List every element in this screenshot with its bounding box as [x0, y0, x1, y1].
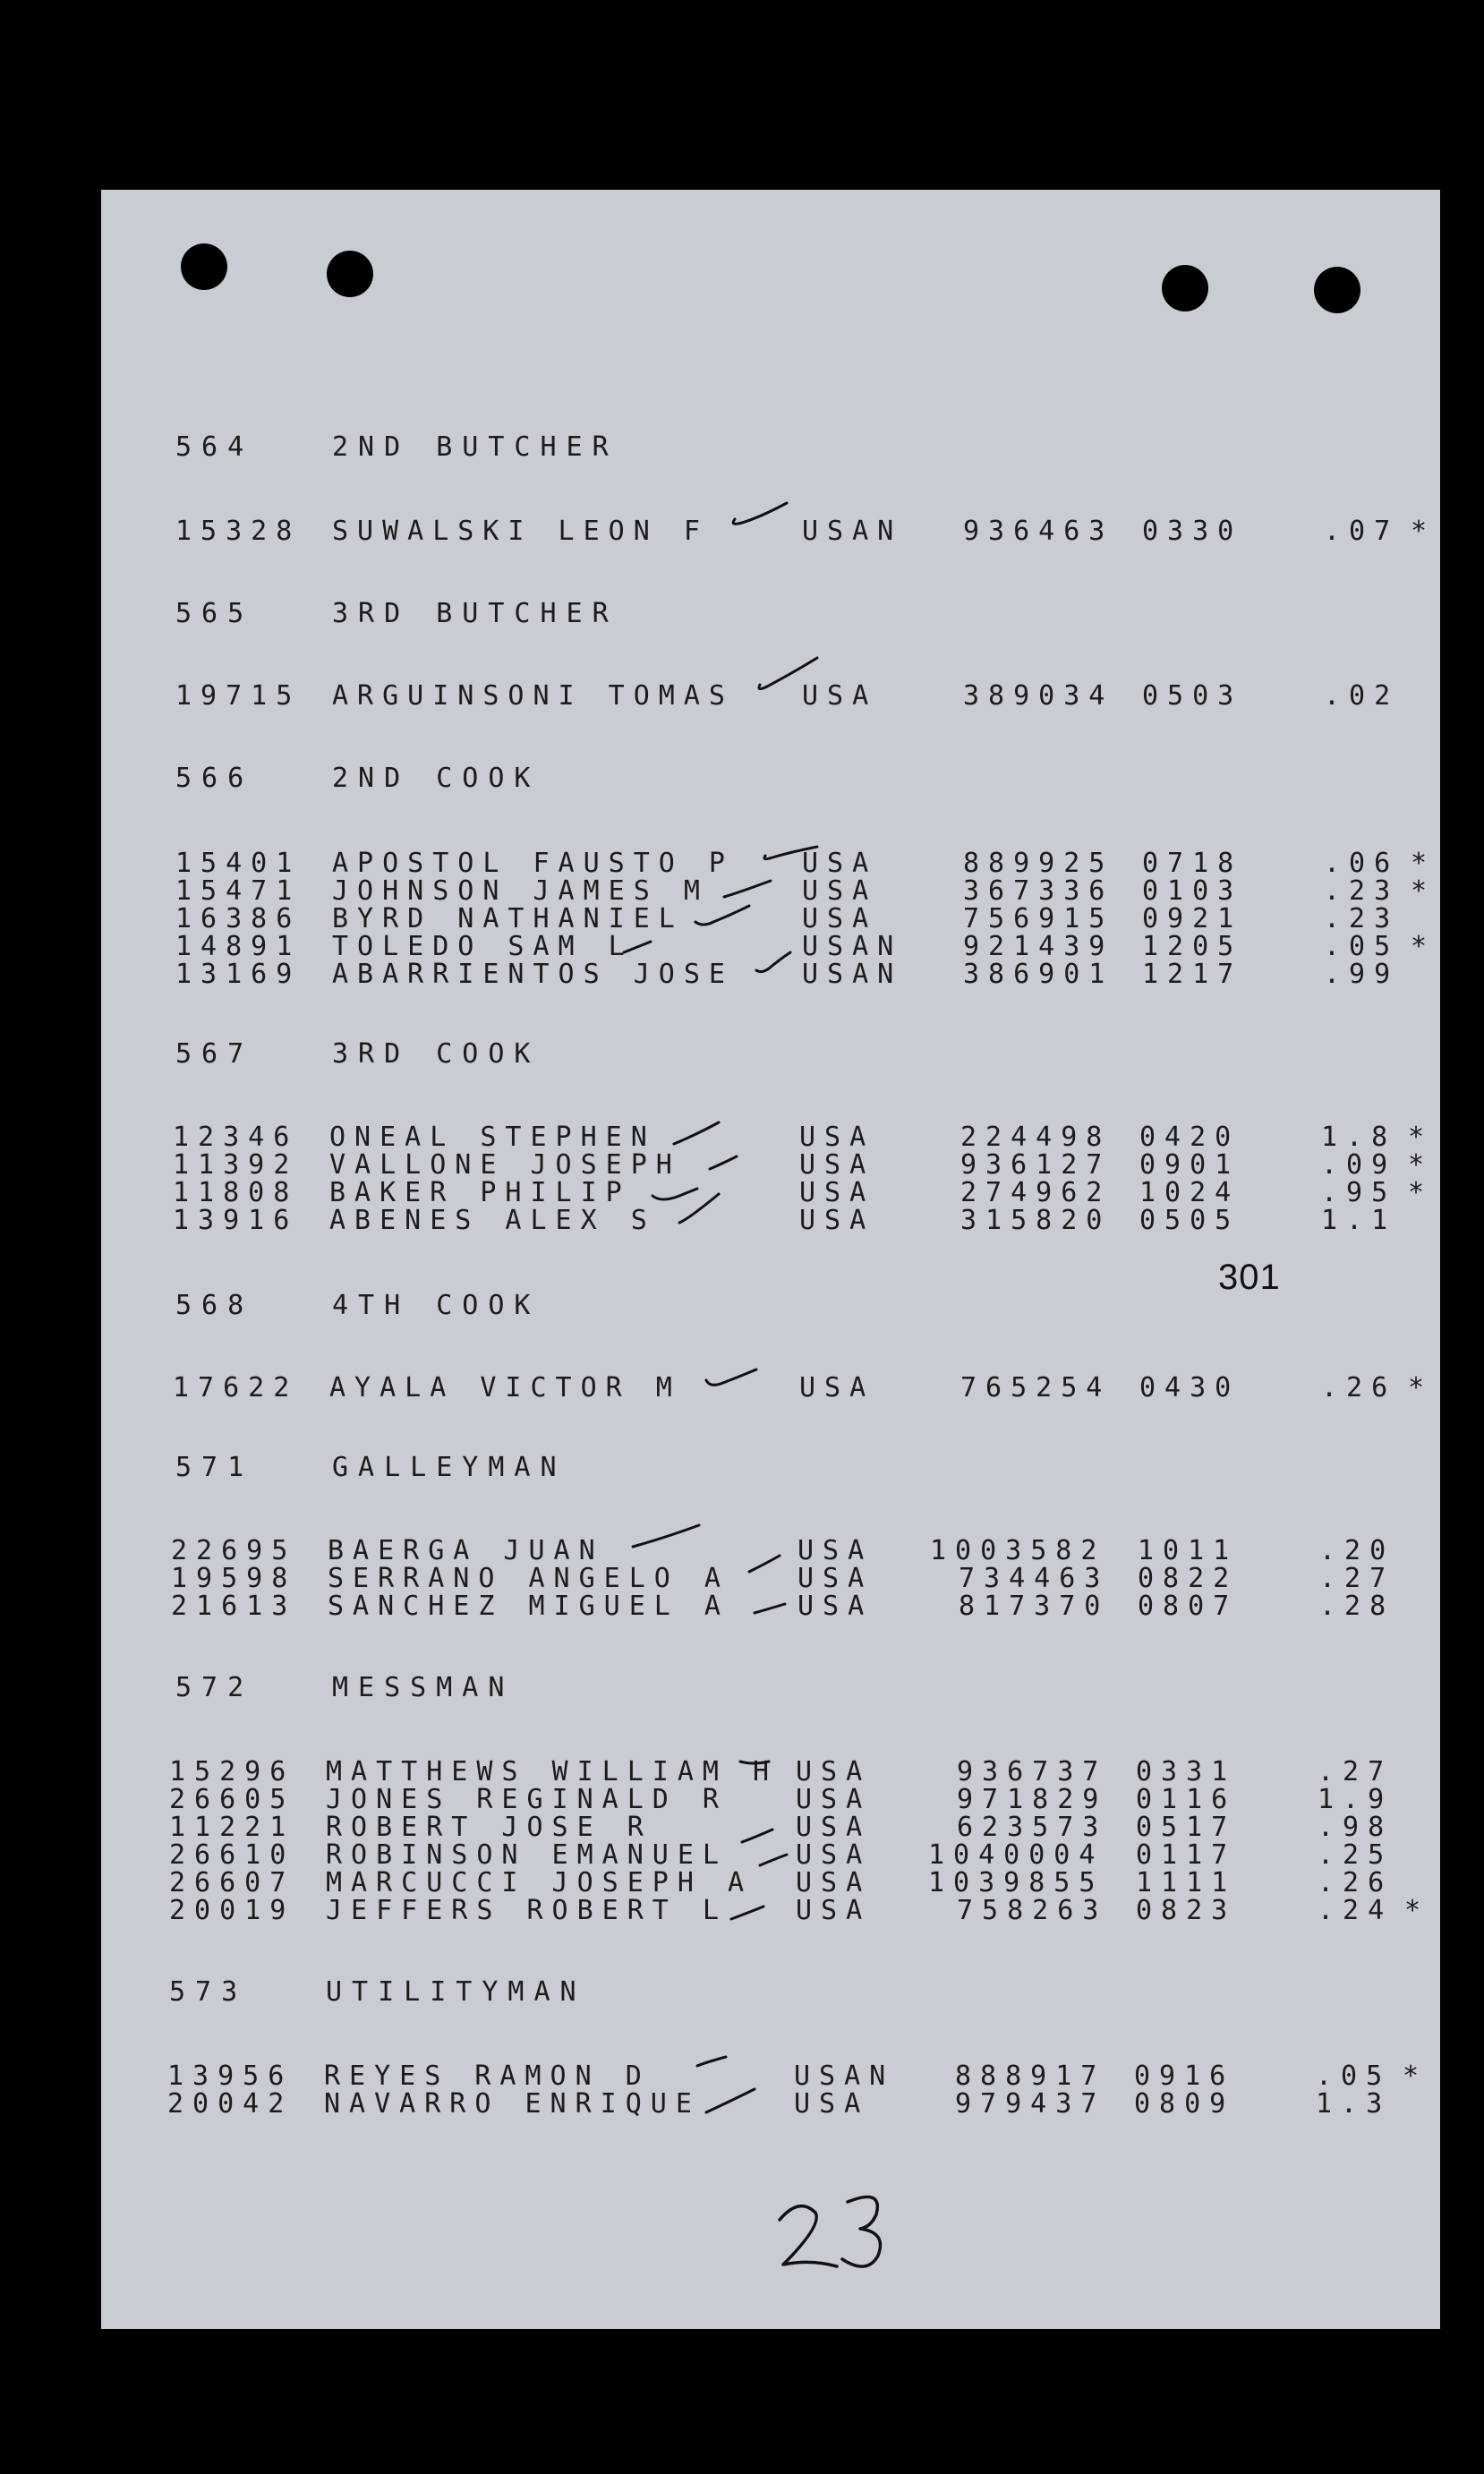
employee-id: 15328	[175, 516, 302, 547]
section-code: 571	[175, 1452, 254, 1483]
record-number: 734463	[959, 1563, 1110, 1594]
record-value: .95	[1321, 1177, 1397, 1208]
citizenship: USA	[802, 848, 878, 879]
record-number: 758263	[957, 1895, 1108, 1926]
asterisk-mark: *	[1411, 848, 1437, 879]
employee-id: 19715	[175, 680, 302, 712]
employee-name: AYALA VICTOR M	[329, 1372, 681, 1403]
employee-name: VALLONE JOSEPH	[329, 1149, 681, 1181]
citizenship: USA	[797, 1535, 874, 1566]
handwritten-page-number	[765, 2182, 908, 2284]
record-code: 0505	[1139, 1205, 1241, 1236]
record-value: .24	[1318, 1895, 1394, 1926]
employee-name: ONEAL STEPHEN	[329, 1122, 656, 1153]
asterisk-mark: *	[1411, 931, 1437, 962]
citizenship: USAN	[802, 931, 903, 962]
citizenship: USA	[796, 1895, 872, 1926]
record-value: .05	[1324, 931, 1400, 962]
employee-name: TOLEDO SAM L	[332, 931, 634, 962]
check-mark-icon	[697, 2057, 726, 2066]
citizenship: USA	[796, 1756, 872, 1787]
asterisk-mark: *	[1403, 2060, 1429, 2092]
record-number: 224498	[960, 1122, 1112, 1153]
citizenship: USA	[797, 1563, 874, 1594]
record-value: .25	[1318, 1839, 1394, 1871]
record-code: 0117	[1136, 1839, 1237, 1871]
record-number: 888917	[955, 2060, 1106, 2092]
record-value: .27	[1319, 1563, 1395, 1594]
record-number: 971829	[957, 1784, 1108, 1815]
record-value: .28	[1319, 1591, 1395, 1622]
check-mark-icon	[706, 1369, 756, 1385]
check-mark-icon	[679, 1194, 719, 1223]
section-code: 567	[175, 1038, 254, 1070]
employee-name: JONES REGINALD R	[326, 1784, 728, 1815]
record-code: 0503	[1142, 680, 1243, 712]
record-number: 756915	[963, 903, 1114, 934]
record-code: 1205	[1142, 931, 1243, 962]
check-mark-icon	[749, 1556, 780, 1572]
asterisk-mark: *	[1411, 516, 1437, 547]
employee-id: 20019	[169, 1895, 295, 1926]
record-code: 0103	[1142, 875, 1243, 907]
employee-id: 14891	[175, 931, 302, 962]
citizenship: USA	[796, 1867, 872, 1898]
check-mark-icon	[764, 847, 817, 859]
citizenship: USA	[802, 875, 878, 907]
record-code: 1011	[1138, 1535, 1239, 1566]
employee-name: ARGUINSONI TOMAS	[332, 680, 734, 712]
section-title: GALLEYMAN	[332, 1452, 567, 1483]
asterisk-mark: *	[1408, 1372, 1434, 1403]
check-mark-icon	[674, 1122, 719, 1144]
record-number: 367336	[963, 875, 1114, 907]
employee-id: 26610	[169, 1839, 295, 1871]
record-code: 0916	[1134, 2060, 1235, 2092]
record-number: 936127	[960, 1149, 1112, 1181]
employee-name: BAERGA JUAN	[328, 1535, 604, 1566]
section-code: 568	[175, 1290, 254, 1321]
record-number: 1003582	[930, 1535, 1106, 1566]
check-mark-icon	[706, 2089, 755, 2112]
employee-name: BAKER PHILIP	[329, 1177, 631, 1208]
record-number: 936463	[963, 516, 1114, 547]
record-code: 0718	[1142, 848, 1243, 879]
record-number: 889925	[963, 848, 1114, 879]
record-code: 0420	[1139, 1122, 1241, 1153]
record-code: 0517	[1136, 1812, 1237, 1843]
employee-id: 19598	[171, 1563, 297, 1594]
record-code: 1217	[1142, 959, 1243, 990]
citizenship: USA	[799, 1177, 875, 1208]
section-code: 565	[175, 598, 254, 629]
record-value: .07	[1324, 516, 1400, 547]
section-title: 2ND COOK	[332, 763, 541, 794]
employee-id: 26605	[169, 1784, 295, 1815]
stamp-number: 301	[1218, 1258, 1281, 1297]
citizenship: USA	[796, 1812, 872, 1843]
employee-name: SERRANO ANGELO A	[328, 1563, 729, 1594]
record-number: 386901	[963, 959, 1114, 990]
record-code: 0823	[1136, 1895, 1237, 1926]
record-value: 1.8	[1321, 1122, 1397, 1153]
employee-name: APOSTOL FAUSTO P	[332, 848, 734, 879]
employee-id: 21613	[171, 1591, 297, 1622]
asterisk-mark: *	[1408, 1149, 1434, 1181]
citizenship: USA	[799, 1149, 875, 1181]
citizenship: USAN	[794, 2060, 895, 2092]
section-code: 572	[175, 1672, 254, 1703]
employee-name: SANCHEZ MIGUEL A	[328, 1591, 729, 1622]
record-number: 765254	[960, 1372, 1112, 1403]
record-value: 1.3	[1316, 2088, 1392, 2120]
check-mark-icon	[755, 1604, 785, 1613]
check-mark-icon	[759, 658, 817, 689]
employee-id: 22695	[171, 1535, 297, 1566]
record-value: .20	[1319, 1535, 1395, 1566]
section-title: 2ND BUTCHER	[332, 431, 618, 463]
record-number: 389034	[963, 680, 1114, 712]
record-value: .26	[1318, 1867, 1394, 1898]
check-mark-icon	[742, 1830, 772, 1842]
employee-id: 13956	[167, 2060, 294, 2092]
asterisk-mark: *	[1411, 875, 1437, 907]
employee-name: SUWALSKI LEON F	[332, 516, 709, 547]
record-value: .09	[1321, 1149, 1397, 1181]
record-code: 0116	[1136, 1784, 1237, 1815]
record-number: 936737	[957, 1756, 1108, 1787]
record-number: 979437	[955, 2088, 1106, 2120]
record-number: 623573	[957, 1812, 1108, 1843]
citizenship: USA	[799, 1122, 875, 1153]
employee-id: 16386	[175, 903, 302, 934]
citizenship: USA	[802, 903, 878, 934]
section-title: 3RD BUTCHER	[332, 598, 618, 629]
citizenship: USA	[799, 1205, 875, 1236]
check-mark-icon	[740, 1762, 769, 1763]
record-value: .02	[1324, 680, 1400, 712]
citizenship: USA	[794, 2088, 870, 2120]
section-code: 564	[175, 431, 254, 463]
check-mark-icon	[731, 1907, 763, 1919]
record-value: .23	[1324, 903, 1400, 934]
record-code: 0921	[1142, 903, 1243, 934]
record-number: 1040004	[928, 1839, 1104, 1871]
employee-name: MARCUCCI JOSEPH A	[326, 1867, 754, 1898]
record-code: 1111	[1136, 1867, 1237, 1898]
check-mark-icon	[724, 881, 771, 897]
employee-name: MATTHEWS WILLIAM H	[326, 1756, 779, 1787]
page-number-drawing	[765, 2182, 908, 2281]
check-mark-icon	[695, 906, 749, 925]
employee-name: JOHNSON JAMES M	[332, 875, 709, 907]
check-mark-icon	[633, 1525, 699, 1547]
record-code: 0430	[1139, 1372, 1241, 1403]
record-number: 1039855	[928, 1867, 1104, 1898]
employee-id: 20042	[167, 2088, 294, 2120]
check-mark-icon	[624, 942, 651, 952]
record-code: 0807	[1138, 1591, 1239, 1622]
record-value: .27	[1318, 1756, 1394, 1787]
employee-id: 15471	[175, 875, 302, 907]
employee-name: ROBERT JOSE R	[326, 1812, 652, 1843]
record-value: 1.9	[1318, 1784, 1394, 1815]
citizenship: USAN	[802, 959, 903, 990]
employee-id: 15401	[175, 848, 302, 879]
check-mark-icon	[760, 1855, 787, 1865]
record-code: 0822	[1138, 1563, 1239, 1594]
citizenship: USAN	[802, 516, 903, 547]
citizenship: USA	[802, 680, 878, 712]
section-code: 573	[169, 1976, 248, 2008]
asterisk-mark: *	[1408, 1177, 1434, 1208]
employee-id: 12346	[173, 1122, 299, 1153]
employee-name: ROBINSON EMANUEL	[326, 1839, 728, 1871]
record-value: .99	[1324, 959, 1400, 990]
employee-name: ABARRIENTOS JOSE	[332, 959, 734, 990]
section-title: 3RD COOK	[332, 1038, 541, 1070]
record-code: 1024	[1139, 1177, 1241, 1208]
citizenship: USA	[797, 1591, 874, 1622]
section-title: MESSMAN	[332, 1672, 515, 1703]
record-number: 274962	[960, 1177, 1112, 1208]
citizenship: USA	[796, 1784, 872, 1815]
check-marks	[101, 190, 1440, 2329]
employee-name: ABENES ALEX S	[329, 1205, 656, 1236]
record-number: 817370	[959, 1591, 1110, 1622]
asterisk-mark: *	[1404, 1895, 1430, 1926]
employee-name: BYRD NATHANIEL	[332, 903, 684, 934]
section-title: 4TH COOK	[332, 1290, 541, 1321]
asterisk-mark: *	[1408, 1122, 1434, 1153]
employee-id: 15296	[169, 1756, 295, 1787]
record-code: 0330	[1142, 516, 1243, 547]
record-value: .23	[1324, 875, 1400, 907]
employee-id: 17622	[173, 1372, 299, 1403]
section-code: 566	[175, 763, 254, 794]
check-mark-icon	[652, 1189, 697, 1199]
record-code: 0331	[1136, 1756, 1237, 1787]
section-title: UTILITYMAN	[326, 1976, 586, 2008]
record-code: 0809	[1134, 2088, 1235, 2120]
check-mark-icon	[733, 503, 787, 524]
employee-id: 11392	[173, 1149, 299, 1181]
employee-id: 13916	[173, 1205, 299, 1236]
check-mark-icon	[710, 1156, 737, 1169]
record-code: 0901	[1139, 1149, 1241, 1181]
employee-id: 11808	[173, 1177, 299, 1208]
record-value: .05	[1316, 2060, 1392, 2092]
record-number: 921439	[963, 931, 1114, 962]
record-value: .98	[1318, 1812, 1394, 1843]
citizenship: USA	[799, 1372, 875, 1403]
employee-id: 26607	[169, 1867, 295, 1898]
document-page	[101, 190, 1440, 2329]
employee-name: REYES RAMON D	[324, 2060, 651, 2092]
employee-name: NAVARRO ENRIQUE	[324, 2088, 701, 2120]
employee-name: JEFFERS ROBERT L	[326, 1895, 728, 1926]
record-value: 1.1	[1321, 1205, 1397, 1236]
record-value: .26	[1321, 1372, 1397, 1403]
record-number: 315820	[960, 1205, 1112, 1236]
employee-id: 11221	[169, 1812, 295, 1843]
check-mark-icon	[756, 952, 790, 972]
citizenship: USA	[796, 1839, 872, 1871]
record-value: .06	[1324, 848, 1400, 879]
employee-id: 13169	[175, 959, 302, 990]
